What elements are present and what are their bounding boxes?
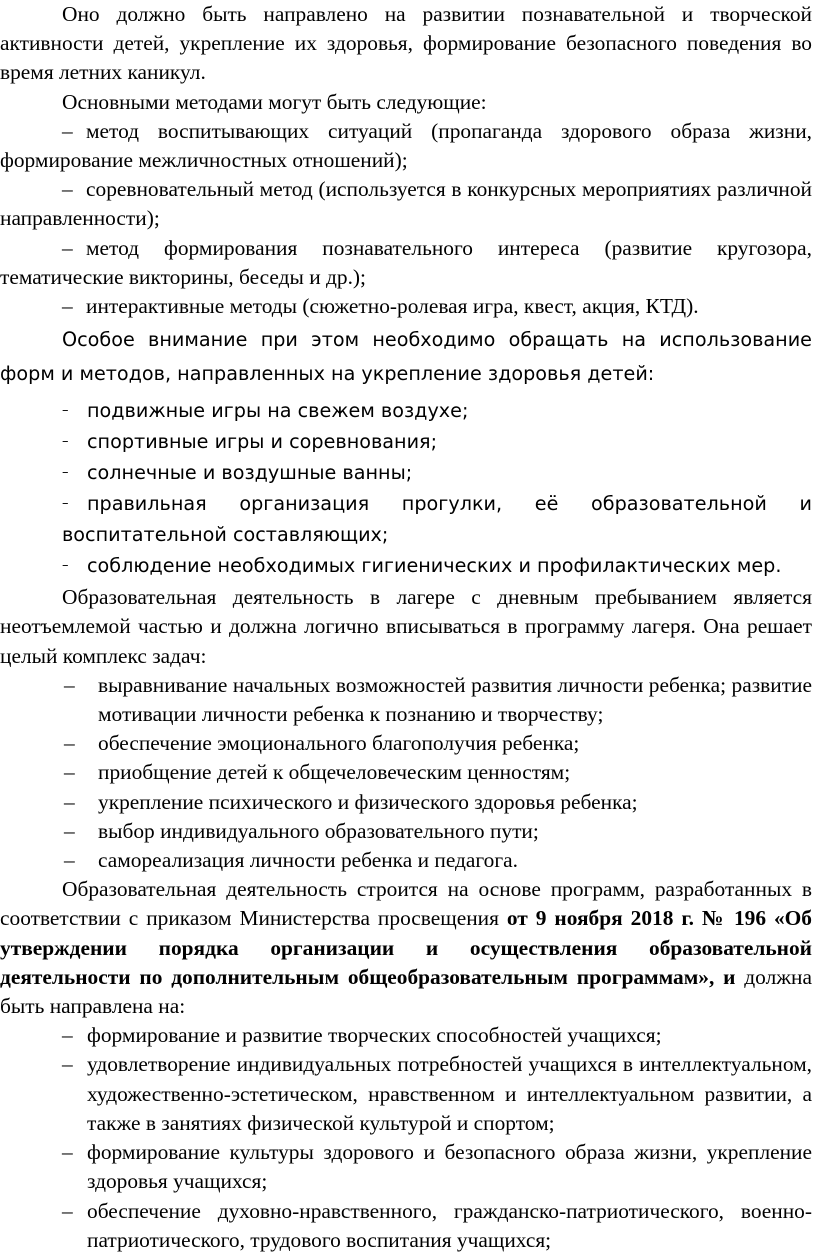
dash-bullet: –	[62, 1140, 73, 1165]
paragraph-health-heading: Особое внимание при этом необходимо обращать на использование форм и методов, направленных на укрепление здоровья детей:	[0, 328, 812, 386]
dash-bullet: –	[64, 731, 75, 756]
list-item: – приобщение детей к общечеловеческим ценностям;	[0, 758, 812, 787]
list-item: – формирование культуры здорового и безопасного образа жизни, укрепление здоровья учащихся;	[62, 1140, 812, 1194]
list-item: – метод формирования познавательного интереса (развитие кругозора, тематические викторины, беседы и др.);	[0, 235, 812, 289]
list-item: – правильная организация прогулки, её образовательной и воспитательной составляющих;	[0, 488, 812, 550]
dash-bullet: –	[62, 1198, 73, 1223]
list-item: – выравнивание начальных возможностей развития личности ребенка; развитие мотивации личности ребенка к познанию и творчеству;	[64, 672, 812, 727]
paragraph-programs: Образовательная деятельность строится на основе программ, разработанных в соответствии с приказом Министерства просвещения от 9 ноября 2018 г. № 196 «Об утверждении порядка организации и осуществления образовательной деятельности по дополнительным общеобразовательным программам», и должна быть направлена на:	[0, 877, 812, 1019]
list-item: – солнечные и воздушные ванны;	[0, 457, 812, 488]
list-item: – метод воспитывающих ситуаций (пропаганда здорового образа жизни, формирование межличностных отношений);	[0, 118, 812, 173]
dash-bullet: –	[62, 465, 69, 481]
dash-bullet: –	[62, 235, 73, 260]
dash-bullet: –	[64, 672, 75, 697]
dash-bullet: –	[62, 1052, 73, 1077]
methods-list	[0, 117, 812, 321]
dash-bullet: –	[62, 118, 73, 143]
list-item: – соблюдение необходимых гигиенических и профилактических мер.	[0, 550, 812, 581]
dash-bullet: –	[62, 558, 69, 574]
paragraph-intro: Оно должно быть направлено на развитии познавательной и творческой активности детей, укрепление их здоровья, формирование безопасного поведения во время летних каникул.	[0, 2, 812, 85]
dash-bullet: –	[62, 434, 69, 450]
directions-list	[0, 1021, 812, 1255]
list-item: – соревновательный метод (используется в конкурсных мероприятиях различной направленности);	[0, 177, 812, 231]
list-item: – интерактивные методы (сюжетно-ролевая игра, квест, акция, КТД).	[0, 292, 812, 321]
dash-bullet: –	[62, 177, 73, 202]
list-item: – выбор индивидуального образовательного пути;	[0, 817, 812, 846]
order-reference: от 9 ноября 2018 г. № 196 «Об утверждении порядка организации и осуществления образовательной деятельности по дополнительным общеобразовательным программам», и	[0, 906, 812, 989]
dash-bullet: –	[62, 1023, 73, 1048]
dash-bullet: –	[62, 496, 69, 512]
list-item: – укрепление психического и физического здоровья ребенка;	[0, 788, 812, 817]
list-item: – самореализация личности ребенка и педагога.	[0, 846, 812, 875]
dash-bullet: –	[62, 294, 73, 319]
dash-bullet: –	[64, 760, 75, 785]
list-item: – формирование и развитие творческих способностей учащихся;	[0, 1021, 812, 1050]
list-item: – подвижные игры на свежем воздухе;	[0, 395, 812, 426]
tasks-list	[0, 671, 812, 875]
list-item: – обеспечение духовно-нравственного, гражданско-патриотического, военно-патриотического, трудового воспитания учащихся;	[62, 1198, 812, 1252]
paragraph-education-intro: Образовательная деятельность в лагере с дневным пребыванием является неотъемлемой частью и должна логично вписываться в программу лагеря. Она решает целый комплекс задач:	[0, 585, 812, 668]
paragraph-methods-heading: Основными методами могут быть следующие:	[62, 89, 487, 114]
dash-bullet: –	[64, 789, 75, 814]
list-item: – обеспечение эмоционального благополучия ребенка;	[0, 729, 812, 758]
dash-bullet: –	[64, 818, 75, 843]
list-item: – удовлетворение индивидуальных потребностей учащихся в интеллектуальном, художественно-эстетическом, нравственном и интеллектуальном развитии, а также в занятиях физической культурой и спортом;	[62, 1052, 812, 1135]
health-forms-list	[0, 395, 812, 581]
dash-bullet: –	[64, 848, 75, 873]
list-item: – спортивные игры и соревнования;	[0, 426, 812, 457]
dash-bullet: –	[62, 403, 69, 419]
